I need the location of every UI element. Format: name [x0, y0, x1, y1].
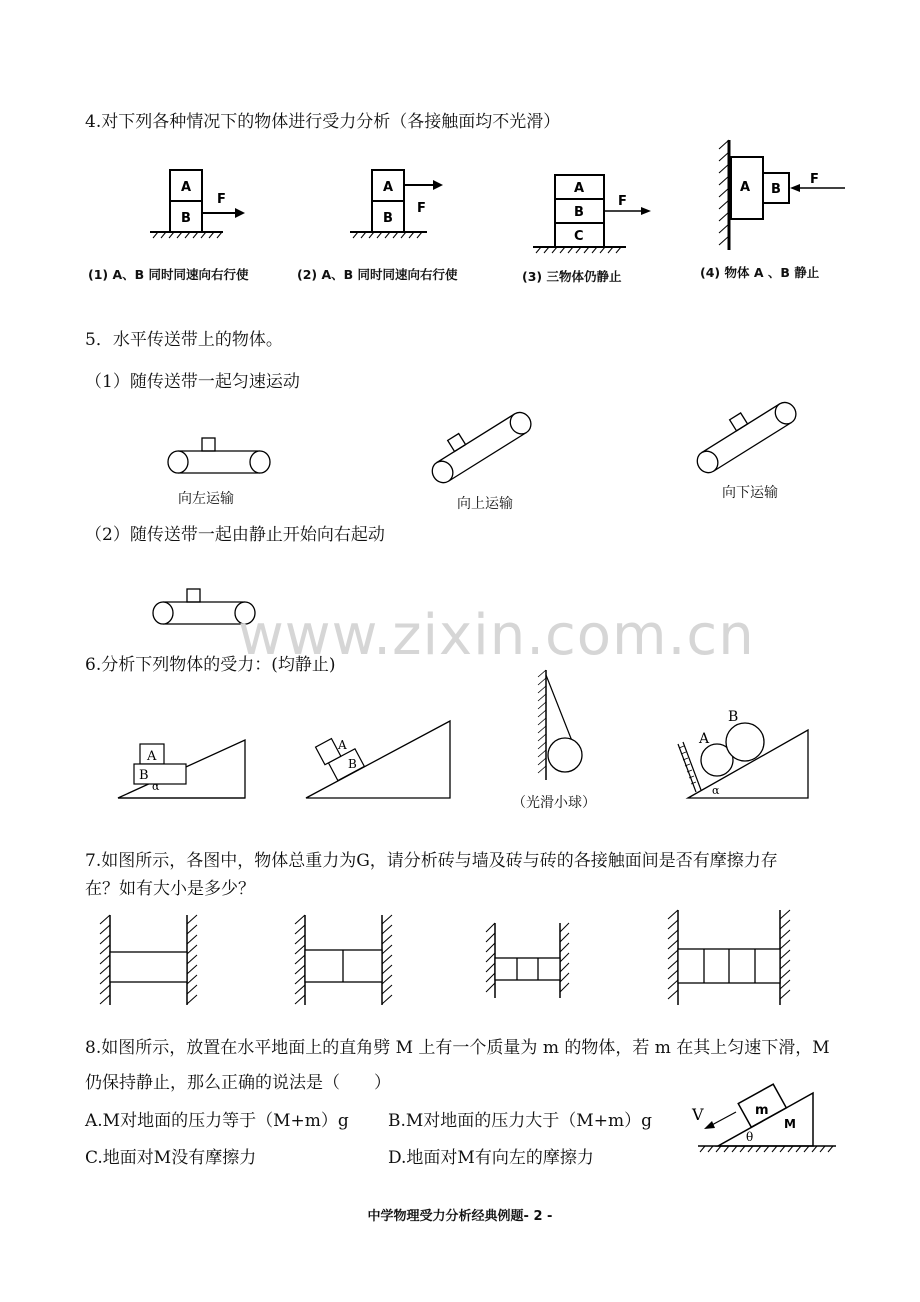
block-a-label: A [383, 180, 394, 195]
q8-line2: 仍保持静止，那么正确的说法是（ ） [85, 1073, 391, 1093]
q4-figure-2 [345, 160, 455, 245]
q4-caption-2: (2) A、B 同时同速向右行使 [297, 267, 458, 282]
block-a-label: A [181, 180, 192, 195]
q7-figure-three-bricks [480, 918, 580, 1003]
q5-caption-up: 向上运输 [457, 496, 513, 512]
q4-caption-3: (3) 三物体仍静止 [522, 269, 622, 284]
q5-caption-down: 向下运输 [722, 485, 778, 501]
block-a-label: A [338, 738, 347, 752]
block-b-label: B [383, 211, 393, 226]
block-b-label: B [181, 211, 191, 226]
q4-figure-1 [145, 160, 255, 245]
q7-figure-four-bricks [660, 905, 800, 1010]
q7-figure-two-bricks [290, 910, 405, 1010]
q8-option-a: A.M对地面的压力等于（M+m）g [85, 1111, 349, 1131]
force-f-label: F [618, 194, 627, 209]
block-c-label: C [574, 229, 584, 244]
conveyor-horizontal [160, 430, 280, 480]
q8-line1: 8.如图所示，放置在水平地面上的直角劈 M 上有一个质量为 m 的物体，若 m 在其上匀速下滑，M [85, 1038, 830, 1058]
ball-a-label: A [699, 731, 710, 747]
block-b-label: B [574, 205, 584, 220]
q6-title: 6.分析下列物体的受力：(均静止) [85, 655, 336, 675]
force-f-label: F [417, 201, 426, 216]
angle-theta-label: θ [746, 1130, 754, 1144]
q5-title: 5．水平传送带上的物体。 [85, 330, 283, 350]
q8-option-d: D.地面对M有向左的摩擦力 [388, 1148, 594, 1168]
q4-figure-4 [705, 135, 855, 255]
q8-option-c: C.地面对M没有摩擦力 [85, 1148, 257, 1168]
mass-m-label: m [755, 1103, 769, 1118]
block-a-label: A [147, 749, 157, 764]
q6-figure-stacked-blocks [110, 730, 255, 805]
q4-caption-4: (4) 物体 A 、B 静止 [700, 265, 820, 280]
angle-alpha-label: α [152, 780, 160, 793]
q6-figure-tilted-blocks [300, 715, 460, 805]
q6-ball-caption: （光滑小球） [512, 795, 596, 811]
q8-option-b: B.M对地面的压力大于（M+m）g [388, 1111, 652, 1131]
block-a-label: A [574, 181, 585, 196]
block-b-label: B [348, 757, 357, 771]
q6-figure-two-balls [670, 708, 815, 803]
ball-b-label: B [728, 709, 739, 725]
q4-caption-1: (1) A、B 同时同速向右行使 [88, 267, 249, 282]
q7-line1: 7.如图所示，各图中，物体总重力为G，请分析砖与墙及砖与砖的各接触面间是否有摩擦力存 [85, 851, 778, 871]
q5-sub2: （2）随传送带一起由静止开始向右起动 [85, 525, 385, 545]
page-footer: 中学物理受力分析经典例题- 2 - [367, 1209, 553, 1224]
q5-caption-left: 向左运输 [178, 491, 234, 507]
angle-alpha-label: α [712, 784, 720, 797]
watermark: www.zixin.com.cn [238, 603, 755, 668]
block-b-label: B [139, 768, 149, 783]
q4-figure-3 [528, 165, 658, 255]
q7-figure-one-brick [95, 910, 210, 1010]
conveyor-incline-down [685, 390, 805, 480]
q4-title: 4.对下列各种情况下的物体进行受力分析（各接触面均不光滑） [85, 112, 561, 132]
force-f-label: F [810, 172, 819, 187]
block-b-label: B [771, 182, 781, 197]
q8-figure-wedge [688, 1080, 840, 1160]
velocity-v-label: V [692, 1105, 704, 1124]
q6-figure-hanging-ball [528, 665, 598, 785]
conveyor-incline-up [420, 400, 540, 490]
q7-line2: 在？如有大小是多少？ [85, 879, 255, 899]
q5-sub1: （1）随传送带一起匀速运动 [85, 372, 300, 392]
wedge-m-label: M [784, 1117, 796, 1131]
force-f-label: F [217, 192, 226, 207]
block-a-label: A [740, 180, 751, 195]
